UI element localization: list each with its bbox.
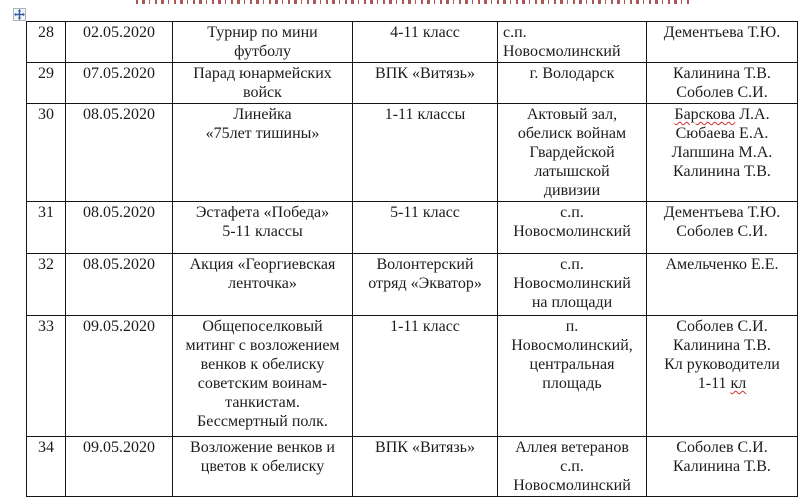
cell-responsible[interactable]	[647, 316, 798, 437]
cell-line: центральная	[529, 356, 615, 373]
cell-line: 33	[38, 318, 54, 335]
cell-line: 02.05.2020	[83, 24, 155, 41]
cell-line: Новосмолинский,	[511, 337, 633, 354]
cell-line: обелиск войнам	[517, 125, 627, 142]
cell-line: 5-11 классы	[222, 223, 303, 240]
cell-line: 1-11 класс	[390, 318, 460, 335]
cell-line: Новосмолинский	[503, 43, 621, 60]
cell-line: футболу	[234, 43, 291, 60]
cell-location[interactable]	[498, 316, 647, 437]
cell-row-number[interactable]	[27, 437, 66, 497]
cell-row-number[interactable]	[27, 316, 66, 437]
cell-line: танкистам.	[225, 394, 300, 411]
cell-participants[interactable]	[353, 316, 498, 437]
cell-line: 07.05.2020	[83, 65, 155, 82]
cell-line: г. Володарск	[529, 65, 615, 82]
cell-line: 31	[38, 204, 54, 221]
cell-line: латышской	[534, 163, 610, 180]
cell-event-name[interactable]	[173, 202, 353, 254]
cell-responsible[interactable]	[647, 202, 798, 254]
cell-line: Волонтерский	[376, 256, 474, 273]
cell-responsible[interactable]	[647, 437, 798, 497]
table-row	[27, 254, 798, 316]
cell-line: Дементьева Т.Ю.	[663, 24, 781, 41]
cell-line: советским воинам-	[197, 375, 328, 392]
cell-location[interactable]	[498, 202, 647, 254]
cell-line: 08.05.2020	[83, 256, 155, 273]
cell-line: ВПК «Витязь»	[375, 65, 475, 82]
cell-location[interactable]	[498, 254, 647, 316]
cell-line: на площади	[531, 294, 613, 311]
cell-line: п.	[565, 318, 579, 335]
table-row	[27, 63, 798, 104]
cell-line: ленточка»	[228, 275, 297, 292]
cell-line: Общепоселковый	[202, 318, 323, 335]
cell-row-number[interactable]	[27, 202, 66, 254]
cell-line: Аллея ветеранов	[515, 439, 629, 456]
cell-line: Турнир по мини	[207, 24, 318, 41]
cell-responsible[interactable]	[647, 254, 798, 316]
cell-line: Парад юнармейских	[193, 65, 332, 82]
cell-row-number[interactable]	[27, 22, 66, 63]
cell-line: Актовый зал,	[526, 106, 618, 123]
cell-line: 4-11 класс	[390, 24, 460, 41]
cell-line: 30	[38, 106, 54, 123]
cell-line: 09.05.2020	[83, 439, 155, 456]
cell-line: Калинина Т.В.	[673, 458, 771, 475]
cell-line: Калинина Т.В.	[673, 337, 771, 354]
cell-line: Барскова Л.А.	[674, 106, 770, 123]
cell-participants[interactable]	[353, 202, 498, 254]
clipped-title-letter-bottoms	[136, 0, 692, 4]
cell-event-name[interactable]	[173, 254, 353, 316]
cell-date[interactable]	[66, 63, 173, 104]
cell-line: Бессмертный полк.	[197, 413, 328, 430]
cell-line: 08.05.2020	[83, 106, 155, 123]
cell-participants[interactable]	[353, 104, 498, 202]
cell-date[interactable]	[66, 104, 173, 202]
cell-line: 08.05.2020	[83, 204, 155, 221]
cell-line: отряд «Экватор»	[368, 275, 482, 292]
cell-line: венков к обелиску	[200, 356, 325, 373]
cell-line: с.п.	[560, 256, 584, 273]
misspelled-word: Барскова	[674, 106, 736, 123]
cell-line: 5-11 класс	[390, 204, 460, 221]
cell-line: митинг с возложением	[185, 337, 340, 354]
cell-line: Линейка	[233, 106, 292, 123]
cell-date[interactable]	[66, 202, 173, 254]
cell-line: 1-11 кл	[697, 375, 747, 392]
cell-line: с.п.	[503, 24, 527, 41]
cell-line: войск	[243, 84, 282, 101]
cell-location[interactable]	[498, 437, 647, 497]
cell-participants[interactable]	[353, 254, 498, 316]
misspelled-word: кл	[730, 375, 747, 392]
clipped-title-fragment	[136, 0, 692, 6]
cell-line: 1-11 классы	[384, 106, 466, 123]
table-row	[27, 437, 798, 497]
cell-location[interactable]	[498, 22, 647, 63]
cell-event-name[interactable]	[173, 104, 353, 202]
cell-location[interactable]	[498, 63, 647, 104]
cell-line: ВПК «Витязь»	[375, 439, 475, 456]
table-row	[27, 202, 798, 254]
cell-participants[interactable]	[353, 22, 498, 63]
cell-responsible[interactable]	[647, 104, 798, 202]
cell-line: Новосмолинский	[513, 275, 631, 292]
cell-line: 34	[38, 439, 54, 456]
cell-row-number[interactable]	[27, 104, 66, 202]
cell-line: Акция «Георгиевская	[189, 256, 336, 273]
cell-date[interactable]	[66, 316, 173, 437]
cell-line: с.п.	[560, 204, 584, 221]
table-row	[27, 316, 798, 437]
cell-line: 09.05.2020	[83, 318, 155, 335]
cell-line: площадь	[542, 375, 602, 392]
cell-line: Кл руководители	[664, 356, 780, 373]
cell-date[interactable]	[66, 437, 173, 497]
cell-line: Соболев С.И.	[676, 223, 768, 240]
cell-line: Гвардейской	[529, 144, 615, 161]
cell-row-number[interactable]	[27, 63, 66, 104]
cell-event-name[interactable]	[173, 316, 353, 437]
cell-line: 29	[38, 65, 54, 82]
cell-event-name[interactable]	[173, 22, 353, 63]
events-table-body	[27, 22, 798, 497]
cell-participants[interactable]	[353, 63, 498, 104]
table-row	[27, 22, 798, 63]
cell-event-name[interactable]	[173, 63, 353, 104]
cell-line: Соболев С.И.	[676, 318, 768, 335]
cell-line: Калинина Т.В.	[673, 163, 771, 180]
cell-responsible[interactable]	[647, 22, 798, 63]
cell-line: Новосмолинский	[513, 477, 631, 494]
cell-line: 32	[38, 256, 54, 273]
table-move-handle[interactable]	[13, 8, 26, 21]
cell-location[interactable]	[498, 104, 647, 202]
cell-participants[interactable]	[353, 437, 498, 497]
cell-line: Дементьева Т.Ю.	[663, 204, 781, 221]
cell-line: с.п.	[560, 458, 584, 475]
cell-line: Лапшина М.А.	[671, 144, 773, 161]
four-way-arrow-icon	[14, 9, 25, 20]
cell-date[interactable]	[66, 22, 173, 63]
cell-row-number[interactable]	[27, 254, 66, 316]
cell-line: Новосмолинский	[513, 223, 631, 240]
cell-event-name[interactable]	[173, 437, 353, 497]
cell-line: Эстафета «Победа»	[195, 204, 330, 221]
table-row	[27, 104, 798, 202]
cell-line: Калинина Т.В.	[673, 65, 771, 82]
cell-line: Соболев С.И.	[676, 84, 768, 101]
events-table	[26, 21, 798, 497]
cell-line: «75лет тишины»	[205, 125, 320, 142]
cell-line: Возложение венков и	[190, 439, 335, 456]
cell-responsible[interactable]	[647, 63, 798, 104]
cell-line: цветов к обелиску	[200, 458, 325, 475]
cell-line: 28	[38, 24, 54, 41]
cell-line: Сюбаева Е.А.	[675, 125, 769, 142]
cell-line: Соболев С.И.	[676, 439, 768, 456]
cell-date[interactable]	[66, 254, 173, 316]
cell-line: Амельченко Е.Е.	[665, 256, 779, 273]
cell-line: дивизии	[543, 182, 601, 199]
